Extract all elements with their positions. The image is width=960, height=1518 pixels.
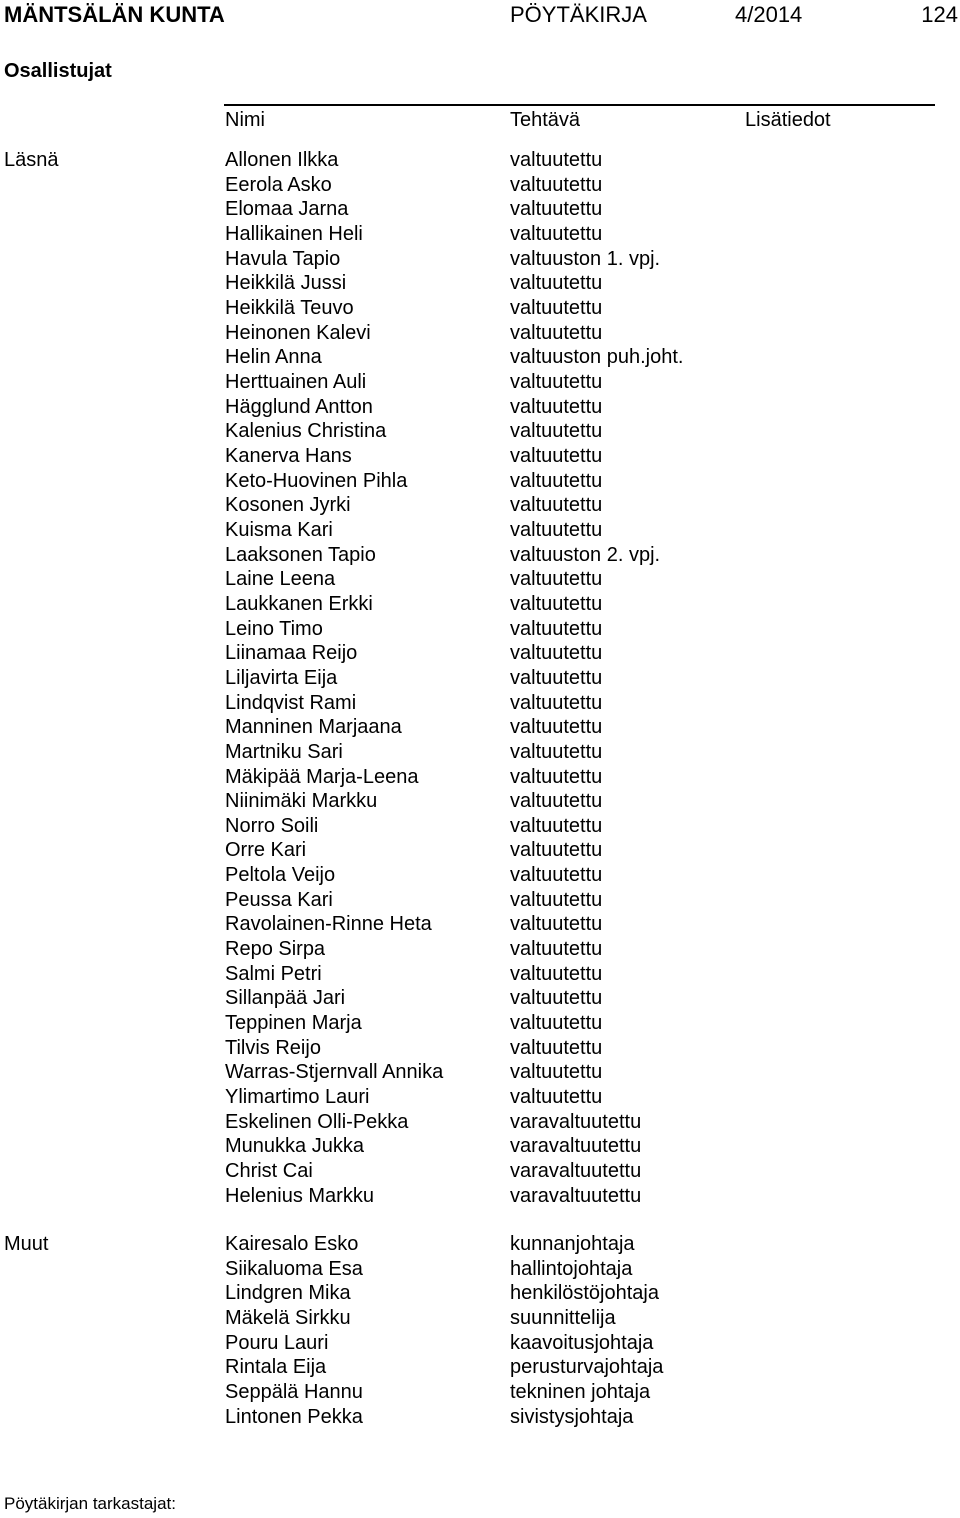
participant-role: valtuutettu bbox=[510, 642, 603, 665]
participant-name: Kalenius Christina bbox=[225, 420, 387, 443]
participant-name: Eskelinen Olli-Pekka bbox=[225, 1110, 409, 1133]
participant-row bbox=[0, 986, 960, 1011]
header-rule bbox=[224, 104, 935, 106]
participant-name: Liinamaa Reijo bbox=[225, 642, 358, 665]
participant-name: Heinonen Kalevi bbox=[225, 321, 371, 344]
column-header-info: Lisätiedot bbox=[745, 109, 831, 131]
participant-name: Liljavirta Eija bbox=[225, 666, 338, 689]
participant-row bbox=[0, 1011, 960, 1036]
participant-role: valtuutettu bbox=[510, 938, 603, 961]
participant-role: valtuutettu bbox=[510, 740, 603, 763]
participant-name: Repo Sirpa bbox=[225, 938, 326, 961]
participant-role: sivistysjohtaja bbox=[510, 1405, 634, 1428]
participant-name: Martniku Sari bbox=[225, 740, 343, 763]
participant-name: Ylimartimo Lauri bbox=[225, 1086, 370, 1109]
participant-name: Tilvis Reijo bbox=[225, 1036, 321, 1059]
page-number: 124 bbox=[921, 2, 958, 27]
participant-name: Hägglund Antton bbox=[225, 395, 373, 418]
participant-name: Eerola Asko bbox=[225, 173, 332, 196]
participant-row bbox=[0, 962, 960, 987]
column-header-role: Tehtävä bbox=[510, 109, 581, 131]
section-title: Osallistujat bbox=[4, 60, 112, 82]
participant-row bbox=[0, 1405, 960, 1430]
participant-role: valtuutettu bbox=[510, 568, 603, 591]
participant-name: Laine Leena bbox=[225, 568, 336, 591]
participant-row bbox=[0, 1331, 960, 1356]
participant-role: suunnittelija bbox=[510, 1306, 616, 1329]
participant-row bbox=[0, 370, 960, 395]
participant-row bbox=[0, 148, 960, 173]
participant-role: valtuutettu bbox=[510, 321, 603, 344]
participant-row bbox=[0, 444, 960, 469]
participant-name: Peltola Veijo bbox=[225, 864, 336, 887]
participant-name: Mäkelä Sirkku bbox=[225, 1306, 351, 1329]
participant-role: valtuutettu bbox=[510, 1012, 603, 1035]
participant-role: valtuutettu bbox=[510, 716, 603, 739]
participant-role: varavaltuutettu bbox=[510, 1110, 642, 1133]
participant-row bbox=[0, 493, 960, 518]
participant-name: Leino Timo bbox=[225, 617, 323, 640]
participant-row bbox=[0, 1134, 960, 1159]
participant-name: Sillanpää Jari bbox=[225, 987, 346, 1010]
participant-name: Laaksonen Tapio bbox=[225, 543, 376, 566]
participant-name: Orre Kari bbox=[225, 839, 307, 862]
participant-name: Kanerva Hans bbox=[225, 444, 352, 467]
participant-name: Salmi Petri bbox=[225, 962, 322, 985]
participant-role: perusturvajohtaja bbox=[510, 1356, 664, 1379]
participant-row bbox=[0, 1232, 960, 1257]
participant-row bbox=[0, 937, 960, 962]
participant-role: valtuutettu bbox=[510, 395, 603, 418]
participant-row bbox=[0, 419, 960, 444]
participant-row bbox=[0, 345, 960, 370]
participant-name: Seppälä Hannu bbox=[225, 1380, 363, 1403]
participant-row bbox=[0, 567, 960, 592]
participant-name: Niinimäki Markku bbox=[225, 790, 378, 813]
participant-row bbox=[0, 814, 960, 839]
participant-row bbox=[0, 1380, 960, 1405]
participant-role: kaavoitusjohtaja bbox=[510, 1331, 654, 1354]
participant-name: Laukkanen Erkki bbox=[225, 592, 373, 615]
participant-role: varavaltuutettu bbox=[510, 1160, 642, 1183]
participant-role: varavaltuutettu bbox=[510, 1135, 642, 1158]
participant-role: valtuutettu bbox=[510, 296, 603, 319]
participant-role: valtuutettu bbox=[510, 198, 603, 221]
participant-role: valtuutettu bbox=[510, 222, 603, 245]
participant-role: valtuutettu bbox=[510, 444, 603, 467]
participant-row bbox=[0, 715, 960, 740]
participant-row bbox=[0, 543, 960, 568]
participant-row bbox=[0, 617, 960, 642]
participant-name: Havula Tapio bbox=[225, 247, 341, 270]
participant-role: valtuutettu bbox=[510, 864, 603, 887]
participant-name: Kosonen Jyrki bbox=[225, 494, 351, 517]
participant-name: Warras-Stjernvall Annika bbox=[225, 1061, 444, 1084]
participant-row bbox=[0, 1306, 960, 1331]
participant-name: Heikkilä Teuvo bbox=[225, 296, 354, 319]
participant-role: valtuutettu bbox=[510, 1086, 603, 1109]
participant-row bbox=[0, 271, 960, 296]
participant-name: Munukka Jukka bbox=[225, 1135, 364, 1158]
participant-name: Keto-Huovinen Pihla bbox=[225, 469, 408, 492]
participant-name: Manninen Marjaana bbox=[225, 716, 402, 739]
participant-role: valtuutettu bbox=[510, 518, 603, 541]
participant-role: kunnanjohtaja bbox=[510, 1233, 635, 1255]
participant-role: hallintojohtaja bbox=[510, 1257, 633, 1280]
participant-role: valtuutettu bbox=[510, 494, 603, 517]
document-number: 4/2014 bbox=[735, 2, 803, 27]
participant-row bbox=[0, 888, 960, 913]
participant-name: Kairesalo Esko bbox=[225, 1233, 359, 1255]
participant-row bbox=[0, 1281, 960, 1306]
participant-name: Elomaa Jarna bbox=[225, 198, 349, 221]
participant-role: valtuutettu bbox=[510, 987, 603, 1010]
participant-row bbox=[0, 1159, 960, 1184]
participant-name: Siikaluoma Esa bbox=[225, 1257, 363, 1280]
participant-role: valtuutettu bbox=[510, 1061, 603, 1084]
participant-name: Lintonen Pekka bbox=[225, 1405, 363, 1428]
participant-role: valtuutettu bbox=[510, 913, 603, 936]
participant-role: valtuutettu bbox=[510, 888, 603, 911]
participant-role: valtuuston 2. vpj. bbox=[510, 543, 661, 566]
participant-role: valtuutettu bbox=[510, 765, 603, 788]
participant-row bbox=[0, 1085, 960, 1110]
participant-role: henkilöstöjohtaja bbox=[510, 1282, 659, 1305]
participant-name: Pouru Lauri bbox=[225, 1331, 329, 1354]
participant-role: valtuutettu bbox=[510, 592, 603, 615]
participant-name: Mäkipää Marja-Leena bbox=[225, 765, 419, 788]
participant-role: valtuutettu bbox=[510, 691, 603, 714]
participant-role: valtuutettu bbox=[510, 149, 603, 171]
participant-role: valtuuston puh.joht. bbox=[510, 346, 684, 369]
participant-name: Herttuainen Auli bbox=[225, 370, 367, 393]
participant-role: valtuutettu bbox=[510, 173, 603, 196]
participant-name: Kuisma Kari bbox=[225, 518, 333, 541]
participant-name: Helin Anna bbox=[225, 346, 322, 369]
participant-row bbox=[0, 469, 960, 494]
participant-row bbox=[0, 1036, 960, 1061]
participant-role: valtuutettu bbox=[510, 272, 603, 295]
participant-row bbox=[0, 789, 960, 814]
participant-row bbox=[0, 321, 960, 346]
participant-row bbox=[0, 1060, 960, 1085]
participant-name: Peussa Kari bbox=[225, 888, 333, 911]
participant-row bbox=[0, 395, 960, 420]
participant-row bbox=[0, 1184, 960, 1209]
participant-row bbox=[0, 740, 960, 765]
participant-row bbox=[0, 222, 960, 247]
participant-role: tekninen johtaja bbox=[510, 1380, 651, 1403]
document-type: PÖYTÄKIRJA bbox=[510, 2, 647, 27]
participant-name: Teppinen Marja bbox=[225, 1012, 362, 1035]
participant-row bbox=[0, 1110, 960, 1135]
participant-row bbox=[0, 296, 960, 321]
participant-role: valtuutettu bbox=[510, 839, 603, 862]
participant-row bbox=[0, 247, 960, 272]
footer-inspectors-label: Pöytäkirjan tarkastajat: bbox=[4, 1494, 176, 1513]
participant-role: valtuutettu bbox=[510, 814, 603, 837]
participant-row bbox=[0, 173, 960, 198]
participant-role: valtuutettu bbox=[510, 1036, 603, 1059]
participant-role: valtuuston 1. vpj. bbox=[510, 247, 661, 270]
participant-role: varavaltuutettu bbox=[510, 1184, 642, 1207]
participant-name: Ravolainen-Rinne Heta bbox=[225, 913, 432, 936]
participant-row bbox=[0, 592, 960, 617]
participant-role: valtuutettu bbox=[510, 469, 603, 492]
participant-row bbox=[0, 641, 960, 666]
participant-name: Hallikainen Heli bbox=[225, 222, 363, 245]
participant-name: Allonen Ilkka bbox=[225, 149, 339, 171]
participant-role: valtuutettu bbox=[510, 962, 603, 985]
participant-role: valtuutettu bbox=[510, 790, 603, 813]
participant-name: Lindgren Mika bbox=[225, 1282, 351, 1305]
participant-name: Norro Soili bbox=[225, 814, 319, 837]
participant-row bbox=[0, 863, 960, 888]
participant-row bbox=[0, 1355, 960, 1380]
participant-name: Heikkilä Jussi bbox=[225, 272, 347, 295]
participant-row bbox=[0, 197, 960, 222]
participant-row bbox=[0, 838, 960, 863]
participant-row bbox=[0, 666, 960, 691]
participant-row bbox=[0, 691, 960, 716]
participant-row bbox=[0, 765, 960, 790]
participant-row bbox=[0, 518, 960, 543]
participant-role: valtuutettu bbox=[510, 666, 603, 689]
participant-row bbox=[0, 912, 960, 937]
participant-row bbox=[0, 1257, 960, 1282]
participant-name: Christ Cai bbox=[225, 1160, 313, 1183]
column-header-name: Nimi bbox=[225, 109, 265, 131]
participant-role: valtuutettu bbox=[510, 370, 603, 393]
org-name: MÄNTSÄLÄN KUNTA bbox=[4, 2, 225, 27]
participant-role: valtuutettu bbox=[510, 420, 603, 443]
participant-name: Helenius Markku bbox=[225, 1184, 374, 1207]
group-label: Muut bbox=[4, 1233, 49, 1255]
participant-name: Rintala Eija bbox=[225, 1356, 327, 1379]
participant-name: Lindqvist Rami bbox=[225, 691, 357, 714]
participant-role: valtuutettu bbox=[510, 617, 603, 640]
group-label: Läsnä bbox=[4, 149, 59, 171]
